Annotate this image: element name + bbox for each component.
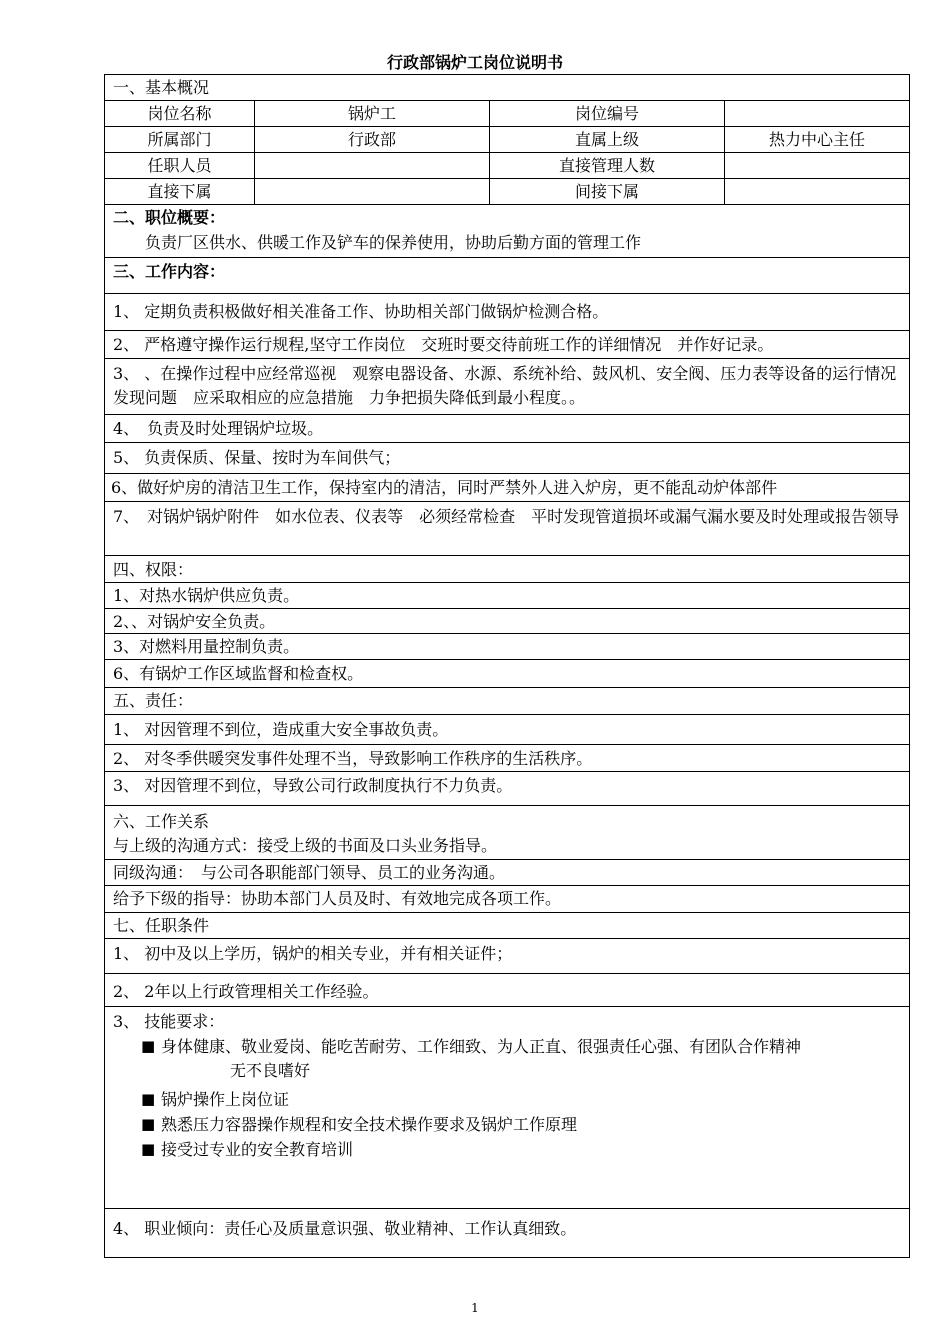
responsibility-item: 3、 对因管理不到位，导致公司行政制度执行不力负责。	[105, 772, 909, 806]
section-authority-heading: 四、权限：	[105, 556, 909, 583]
relation-item: 给予下级的指导：协助本部门人员及时、有效地完成各项工作。	[105, 886, 909, 913]
bullet-square-icon: ■	[141, 1090, 156, 1108]
bullet-square-icon: ■	[141, 1037, 156, 1055]
value-direct-reports-count	[725, 153, 909, 179]
section-qualifications-heading: 七、任职条件	[105, 913, 909, 939]
basic-info-grid	[105, 101, 909, 205]
skills-heading: 3、 技能要求：	[113, 1012, 225, 1031]
responsibility-item: 1、 对因管理不到位，造成重大安全事故负责。	[105, 715, 909, 745]
skills-block	[105, 1007, 909, 1209]
relation-item: 与上级的沟通方式：接受上级的书面及口头业务指导。	[105, 836, 909, 860]
skill-bullet	[105, 1087, 909, 1112]
label-position-code: 岗位编号	[490, 101, 725, 127]
duty-item: 4、 负责及时处理锅炉垃圾。	[105, 415, 909, 443]
bullet-square-icon: ■	[141, 1115, 156, 1133]
section-basic-heading: 一、基本概况	[105, 75, 909, 101]
label-direct-subordinates: 直接下属	[105, 179, 255, 205]
label-direct-supervisor: 直属上级	[490, 127, 725, 153]
value-department: 行政部	[255, 127, 490, 153]
duty-item: 5、 负责保质、保量、按时为车间供气；	[105, 443, 909, 474]
duty-item: 2、 严格遵守操作运行规程,坚守工作岗位 交班时要交待前班工作的详细情况 并作好记录。	[105, 331, 909, 359]
label-department: 所属部门	[105, 127, 255, 153]
skill-text: 锅炉操作上岗位证	[161, 1090, 290, 1109]
value-direct-subordinates	[255, 179, 490, 205]
skill-text: 身体健康、敬业爱岗、能吃苦耐劳、工作细致、为人正直、很强责任心强、有团队合作精神	[161, 1037, 802, 1056]
section-summary-heading: 二、职位概要：	[113, 208, 226, 227]
document-title: 行政部锅炉工岗位说明书	[386, 53, 563, 72]
bullet-square-icon: ■	[141, 1140, 156, 1158]
authority-item: 2、、对锅炉安全负责。	[105, 609, 909, 634]
summary-text: 负责厂区供水、供暖工作及铲车的保养使用，协助后勤方面的管理工作	[105, 230, 909, 258]
label-position-name: 岗位名称	[105, 101, 255, 127]
label-incumbent: 任职人员	[105, 153, 255, 179]
qualification-item: 1、 初中及以上学历，锅炉的相关专业，并有相关证件；	[105, 939, 909, 974]
skill-bullet	[105, 1137, 909, 1162]
value-incumbent	[255, 153, 490, 179]
responsibility-item: 2、 对冬季供暖突发事件处理不当，导致影响工作秩序的生活秩序。	[105, 745, 909, 772]
value-position-code	[725, 101, 909, 127]
authority-item: 6、有锅炉工作区域监督和检查权。	[105, 660, 909, 688]
skill-bullet	[105, 1112, 909, 1137]
skill-bullet	[105, 1034, 909, 1059]
qualification-item: 2、 2年以上行政管理相关工作经验。	[105, 974, 909, 1007]
duty-item: 6、做好炉房的清洁卫生工作，保持室内的清洁，同时严禁外人进入炉房，更不能乱动炉体部件	[105, 474, 909, 502]
duty-item: 7、 对锅炉锅炉附件 如水位表、仪表等 必须经常检查 平时发现管道损坏或漏气漏水要及时处理或报告领导	[105, 502, 909, 556]
section-relations-heading: 六、工作关系	[113, 812, 210, 831]
authority-item: 3、对燃料用量控制负责。	[105, 634, 909, 660]
duty-item: 3、 、在操作过程中应经常巡视 观察电器设备、水源、系统补给、鼓风机、安全阀、压力表等设备的运行情况 发现问题 应采取相应的应急措施 力争把损失降低到最小程度。。	[105, 359, 909, 415]
section-duties-heading: 三、工作内容：	[105, 258, 909, 294]
section-responsibility-heading: 五、责任：	[105, 688, 909, 715]
value-position-name: 锅炉工	[255, 101, 490, 127]
label-indirect-subordinates: 间接下属	[490, 179, 725, 205]
value-indirect-subordinates	[725, 179, 909, 205]
skill-text: 熟悉压力容器操作规程和安全技术操作要求及锅炉工作原理	[161, 1115, 578, 1134]
skill-text: 接受过专业的安全教育培训	[161, 1140, 354, 1159]
relation-item: 同级沟通： 与公司各职能部门领导、员工的业务沟通。	[105, 860, 909, 886]
job-description-table	[104, 74, 913, 1258]
duty-item: 1、 定期负责积极做好相关准备工作、协助相关部门做锅炉检测合格。	[105, 294, 909, 331]
authority-item: 1、对热水锅炉供应负责。	[105, 583, 909, 609]
page-number: 1	[471, 1301, 479, 1315]
qualification-item: 4、 职业倾向：责任心及质量意识强、敬业精神、工作认真细致。	[113, 1219, 577, 1238]
skill-text-continuation: 无不良嗜好	[230, 1061, 311, 1080]
label-direct-reports-count: 直接管理人数	[490, 153, 725, 179]
value-direct-supervisor: 热力中心主任	[725, 127, 909, 153]
